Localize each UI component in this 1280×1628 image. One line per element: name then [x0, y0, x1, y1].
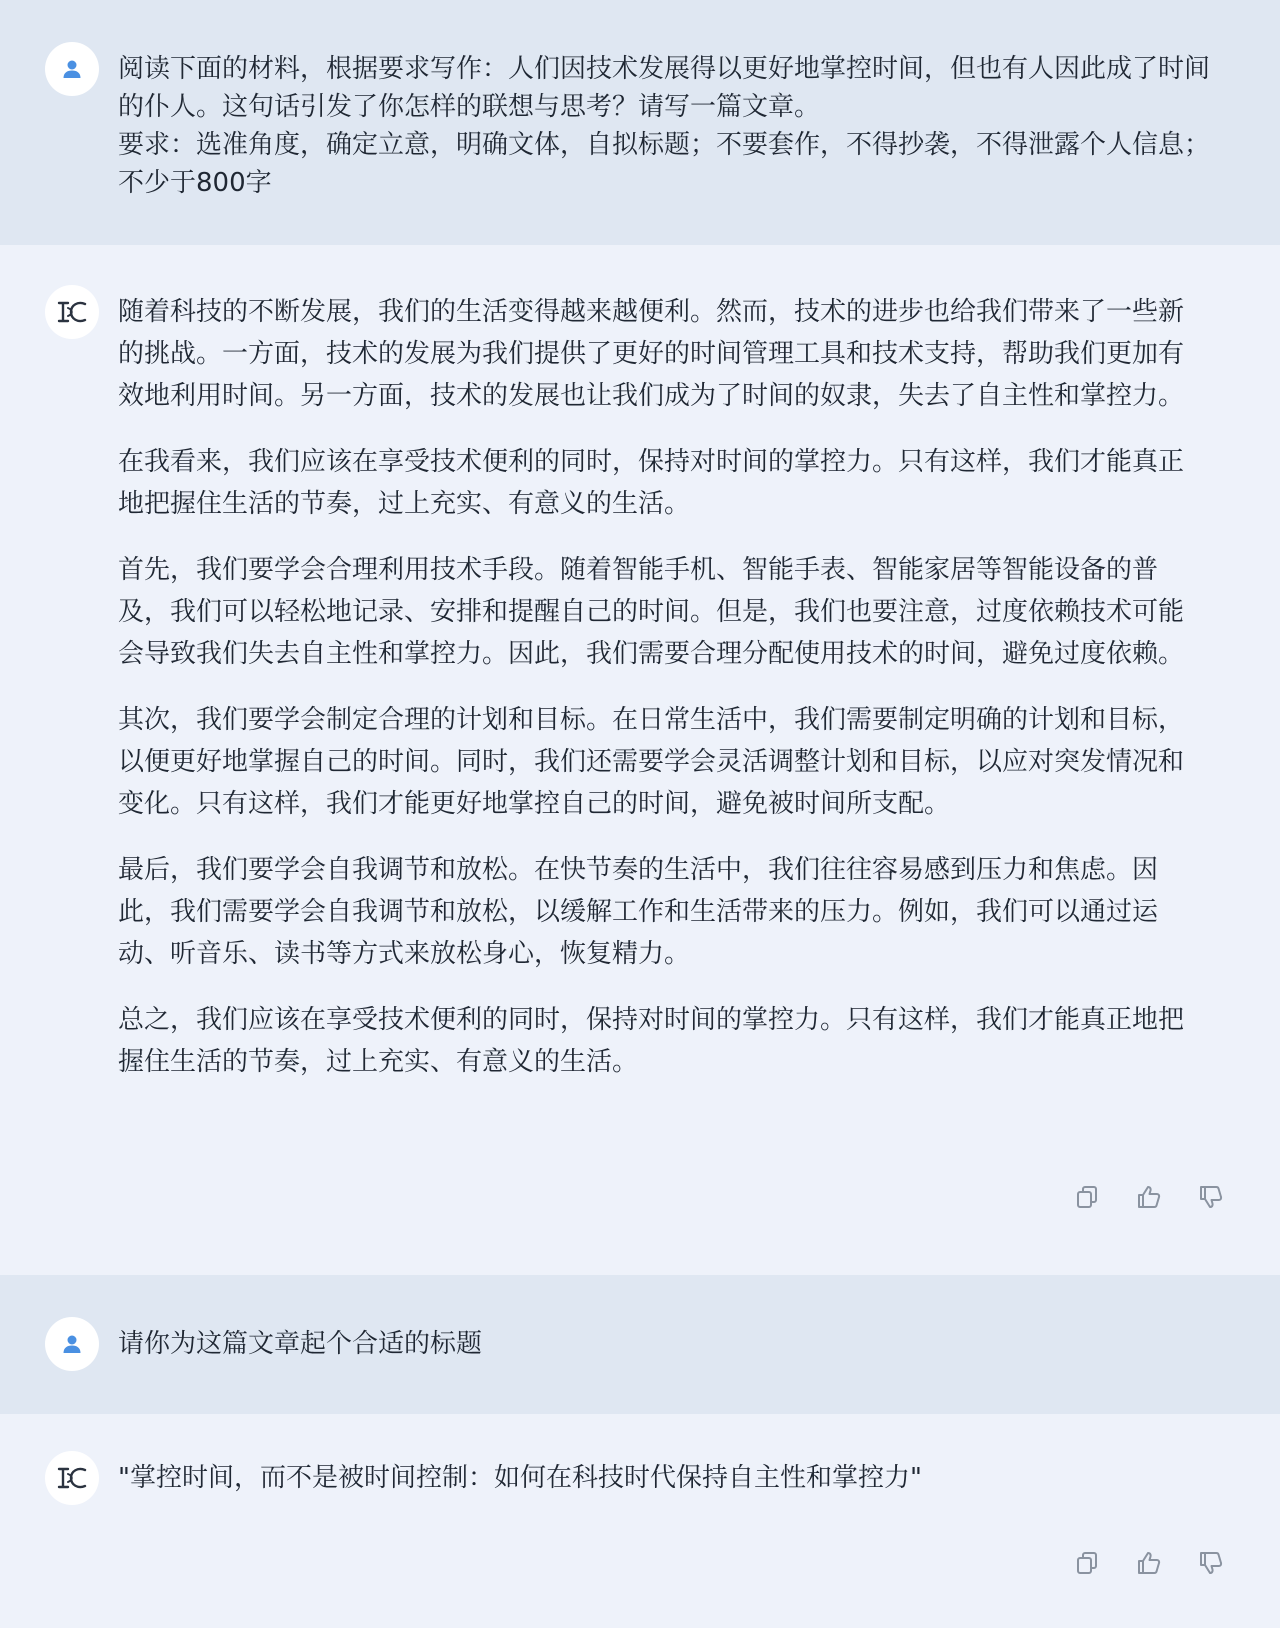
message-paragraph: 在我看来，我们应该在享受技术便利的同时，保持对时间的掌控力。只有这样，我们才能真正地把握住生活的节奏，过上充实、有意义的生活。 — [118, 447, 1185, 519]
thumbs-down-icon — [1198, 1184, 1224, 1210]
copy-icon — [1074, 1184, 1100, 1210]
message-actions — [1073, 1549, 1225, 1577]
message-text — [118, 1325, 1228, 1363]
copy-button[interactable] — [1073, 1183, 1101, 1211]
copy-button[interactable] — [1073, 1549, 1101, 1577]
message-paragraph: 最后，我们要学会自我调节和放松。在快节奏的生活中，我们往往容易感到压力和焦虑。因此，我们需要学会自我调节和放松，以缓解工作和生活带来的压力。例如，我们可以通过运动、听音乐、读书等方式来放松身心，恢复精力。 — [118, 855, 1159, 969]
message-paragraph: 随着科技的不断发展，我们的生活变得越来越便利。然而，技术的进步也给我们带来了一些新的挑战。一方面，技术的发展为我们提供了更好的时间管理工具和技术支持，帮助我们更加有效地利用时间。另一方面，技术的发展也让我们成为了时间的奴隶，失去了自主性和掌控力。 — [118, 297, 1185, 411]
message-text — [118, 50, 1228, 202]
thumbs-down-icon — [1198, 1550, 1224, 1576]
message-paragraph: "掌控时间，而不是被时间控制：如何在科技时代保持自主性和掌控力" — [118, 1463, 922, 1493]
message-paragraph: 请你为这篇文章起个合适的标题 — [118, 1329, 483, 1359]
message-paragraph: 首先，我们要学会合理利用技术手段。随着智能手机、智能手表、智能家居等智能设备的普及，我们可以轻松地记录、安排和提醒自己的时间。但是，我们也要注意，过度依赖技术可能会导致我们失去自主性和掌控力。因此，我们需要合理分配使用技术的时间，避免过度依赖。 — [118, 555, 1185, 669]
bot-logo-icon — [56, 1465, 88, 1491]
user-avatar — [45, 42, 99, 96]
message-text — [118, 1457, 1208, 1499]
bot-logo-icon — [56, 299, 88, 325]
assistant-message — [0, 245, 1280, 1275]
bot-avatar — [45, 285, 99, 339]
thumbs-up-icon — [1136, 1550, 1162, 1576]
dislike-button[interactable] — [1197, 1183, 1225, 1211]
message-paragraph: 阅读下面的材料，根据要求写作：人们因技术发展得以更好地掌控时间，但也有人因此成了时间的仆人。这句话引发了你怎样的联想与思考？请写一篇文章。 — [118, 54, 1211, 122]
bot-avatar — [45, 1451, 99, 1505]
message-paragraph: 其次，我们要学会制定合理的计划和目标。在日常生活中，我们需要制定明确的计划和目标，以便更好地掌握自己的时间。同时，我们还需要学会灵活调整计划和目标，以应对突发情况和变化。只有这样，我们才能更好地掌控自己的时间，避免被时间所支配。 — [118, 705, 1185, 819]
thumbs-up-icon — [1136, 1184, 1162, 1210]
copy-icon — [1074, 1550, 1100, 1576]
assistant-message — [0, 1414, 1280, 1628]
dislike-button[interactable] — [1197, 1549, 1225, 1577]
user-message — [0, 1275, 1280, 1414]
user-avatar — [45, 1317, 99, 1371]
message-actions — [1073, 1183, 1225, 1211]
message-text — [118, 291, 1208, 1083]
message-paragraph: 总之，我们应该在享受技术便利的同时，保持对时间的掌控力。只有这样，我们才能真正地把握住生活的节奏，过上充实、有意义的生活。 — [118, 1005, 1185, 1077]
like-button[interactable] — [1135, 1549, 1163, 1577]
user-icon — [61, 58, 83, 80]
message-paragraph: 要求：选准角度，确定立意，明确文体，自拟标题；不要套作，不得抄袭，不得泄露个人信息；不少于800字 — [118, 130, 1211, 198]
user-icon — [61, 1333, 83, 1355]
user-message — [0, 0, 1280, 245]
like-button[interactable] — [1135, 1183, 1163, 1211]
